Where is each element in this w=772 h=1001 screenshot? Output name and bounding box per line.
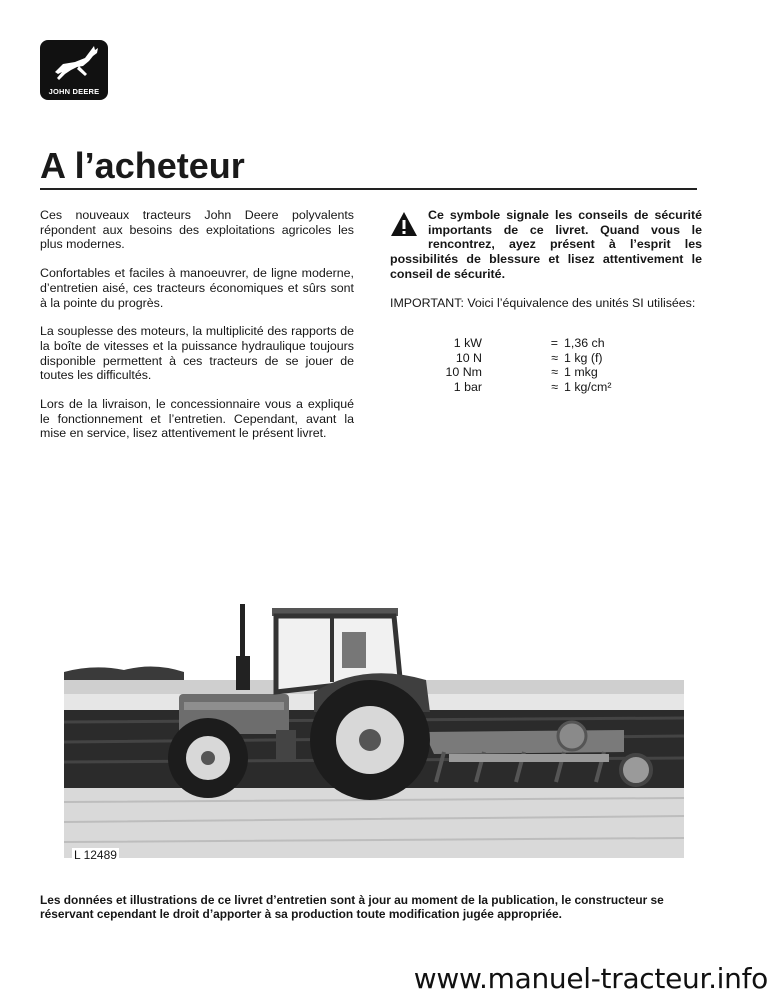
watermark-url: www.manuel-tracteur.info: [413, 962, 768, 995]
safety-column: [390, 208, 702, 324]
table-row: [420, 351, 664, 366]
deer-icon: [45, 44, 103, 84]
equivalence-symbol: ≈: [551, 365, 558, 380]
equivalence-symbol: ≈: [551, 350, 558, 365]
equivalent-unit: 1 kg/cm²: [564, 380, 612, 395]
equivalent-unit: 1 kg (f): [564, 350, 603, 365]
intro-paragraph: Lors de la livraison, le concessionnaire vous a expliqué le fonctionnement et l’entretien. Cependant, avant la mise en service, lisez attentivement le présent livret.: [40, 397, 354, 441]
si-unit: 10 N: [455, 350, 482, 365]
safety-note-text: Ce symbole signale les conseils de sécurité importants de ce livret. Quand vous le rencontrez, ayez présent à l’esprit les possibilités de blessure et lisez attentivement le conseil de sécurité.: [390, 208, 702, 281]
warning-triangle-icon: [390, 211, 418, 237]
intro-paragraph: Ces nouveaux tracteurs John Deere polyvalents répondent aux besoins des exploitations agricoles les plus modernes.: [40, 208, 354, 252]
important-units-note: IMPORTANT: Voici l’équivalence des unités SI utilisées:: [390, 295, 696, 310]
si-unit: 1 bar: [453, 380, 482, 395]
si-unit: 10 Nm: [445, 365, 482, 380]
intro-paragraph: Confortables et faciles à manoeuvrer, de ligne moderne, d’entretien aisé, ces tracteurs économiques et sûrs sont à la pointe du progrès.: [40, 266, 354, 310]
table-row: [420, 380, 664, 395]
title-divider: [40, 188, 697, 190]
equivalence-symbol: ≈: [551, 380, 558, 395]
table-row: [420, 365, 664, 380]
footer-disclaimer: Les données et illustrations de ce livret d’entretien sont à jour au moment de la publication, le constructeur se réservant cependant le droit d’apporter à sa production toute modification jugée appropriée.: [40, 893, 664, 922]
intro-paragraph: La souplesse des moteurs, la multiplicité des rapports de la boîte de vitesses et la puissance hydraulique toujours disponible permettent à ces tracteurs de se jouer de toutes les difficultés.: [40, 324, 354, 383]
tractor-illustration: [64, 602, 684, 858]
john-deere-logo: [40, 40, 108, 100]
safety-note: [390, 208, 702, 282]
intro-column: [40, 208, 354, 455]
page-title: A l’acheteur: [40, 145, 245, 186]
equivalence-symbol: =: [550, 336, 558, 350]
equivalent-unit: 1 mkg: [564, 365, 598, 380]
table-row: [420, 336, 664, 351]
tractor-photo: [64, 602, 684, 858]
equivalent-unit: 1,36 ch: [564, 336, 605, 350]
si-unit: 1 kW: [453, 336, 482, 350]
logo-brand-text: JOHN DEERE: [48, 87, 100, 96]
si-units-table: [420, 336, 664, 395]
photo-reference: L 12489: [74, 848, 117, 862]
